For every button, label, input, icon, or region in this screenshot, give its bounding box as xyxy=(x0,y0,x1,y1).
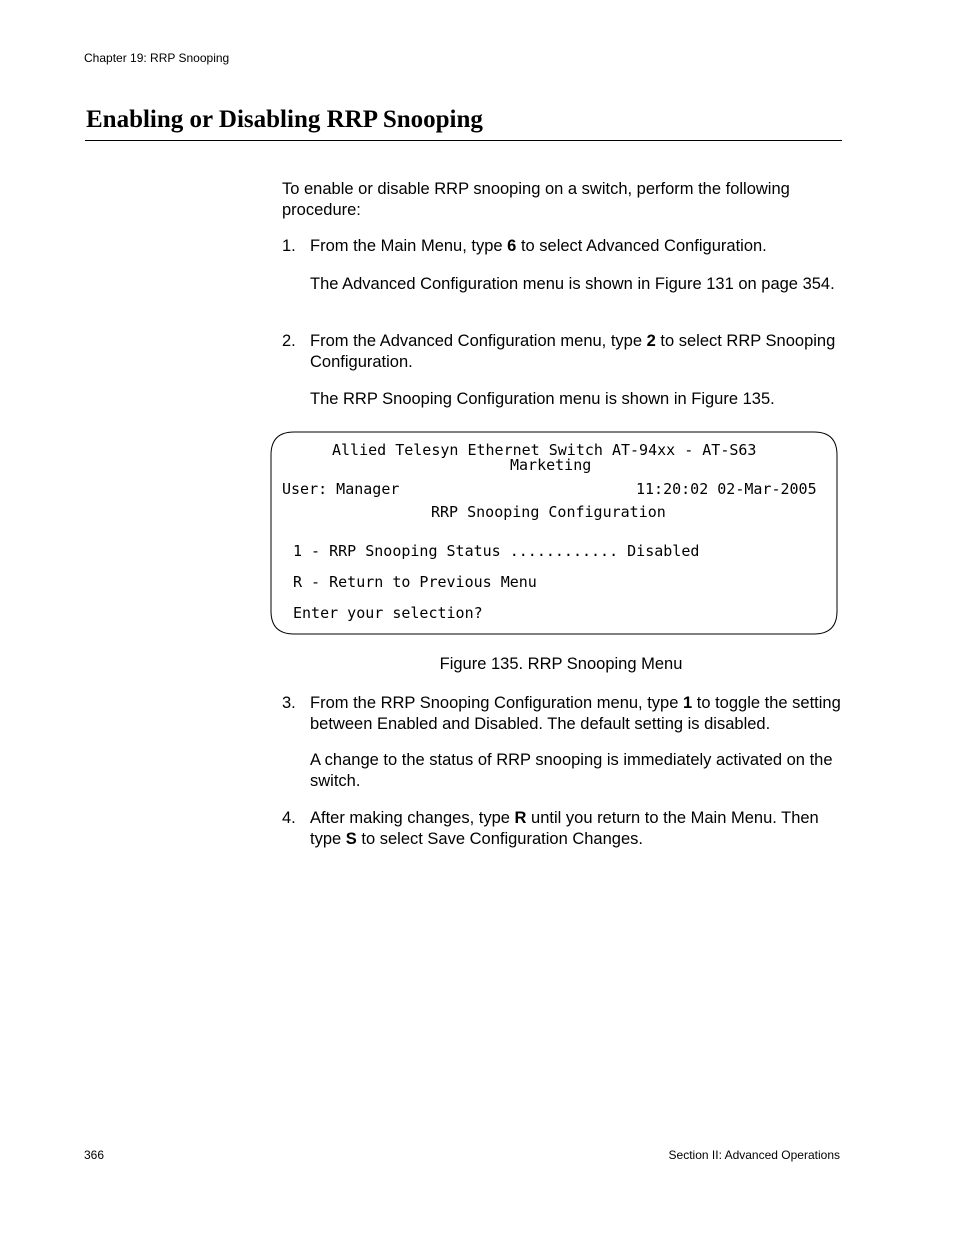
key-r: R xyxy=(514,809,527,827)
step-number: 2. xyxy=(282,332,296,350)
running-header: Chapter 19: RRP Snooping xyxy=(84,51,230,65)
title-rule xyxy=(85,140,842,141)
terminal-screen-figure xyxy=(270,431,838,635)
figure-caption: Figure 135. RRP Snooping Menu xyxy=(439,655,683,673)
key-2: 2 xyxy=(646,332,656,350)
step-number: 4. xyxy=(282,809,296,827)
screen-prompt: Enter your selection? xyxy=(293,604,483,622)
screen-header-line: Allied Telesyn Ethernet Switch AT-94xx - AT-S63 xyxy=(332,441,757,459)
step-2-note: The RRP Snooping Configuration menu is shown in Figure 135. xyxy=(310,390,775,408)
step-3-note: A change to the status of RRP snooping is immediately activated on the switch. xyxy=(310,751,833,790)
intro-paragraph: To enable or disable RRP snooping on a switch, perform the following procedure: xyxy=(282,180,790,219)
footer-section: Section II: Advanced Operations xyxy=(668,1148,840,1162)
step-2-text: From the Advanced Configuration menu, type 2 to select RRP Snooping Configuration. xyxy=(310,332,836,371)
section-title: Enabling or Disabling RRP Snooping xyxy=(86,106,483,133)
step-1-text: From the Main Menu, type 6 to select Advanced Configuration. xyxy=(310,237,767,255)
step-4-text: After making changes, type R until you return to the Main Menu. Then type S to select Save Configuration Changes. xyxy=(310,809,819,848)
screen-location: Marketing xyxy=(510,456,592,474)
key-6: 6 xyxy=(507,237,517,255)
screen-user: User: Manager xyxy=(282,480,400,498)
screen-menu-title: RRP Snooping Configuration xyxy=(431,503,666,521)
step-3-text: From the RRP Snooping Configuration menu, type 1 to toggle the setting between Enabled and Disabled. The default setting is disabled. xyxy=(310,694,841,733)
step-1-note: The Advanced Configuration menu is shown in Figure 131 on page 354. xyxy=(310,275,835,293)
screen-datetime: 11:20:02 02-Mar-2005 xyxy=(636,480,817,498)
key-1: 1 xyxy=(682,694,693,712)
step-number: 3. xyxy=(282,694,296,712)
step-number: 1. xyxy=(282,237,296,255)
key-s: S xyxy=(345,829,357,848)
menu-option-1: 1 - RRP Snooping Status ............ Disabled xyxy=(293,542,700,560)
page-number: 366 xyxy=(84,1148,105,1162)
menu-option-r: R - Return to Previous Menu xyxy=(293,573,537,591)
